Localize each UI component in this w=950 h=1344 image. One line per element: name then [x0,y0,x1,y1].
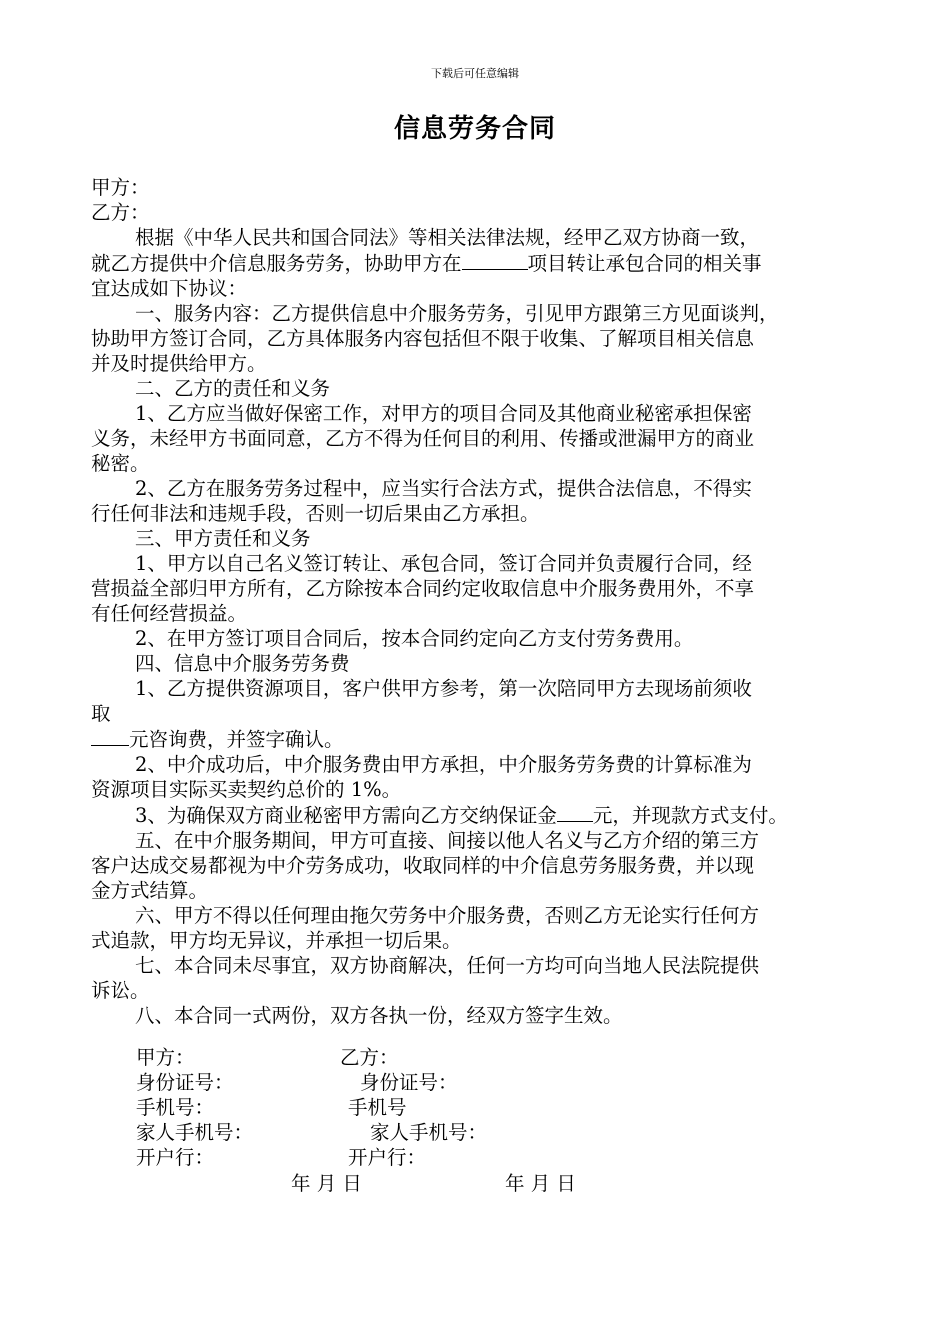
preamble-line: 就乙方提供中介信息服务劳务，协助甲方在 项目转让承包合同的相关事 [91,252,762,275]
sig-id-b: 身份证号： [360,1071,458,1094]
signature-block [136,1045,736,1170]
clause-service-content: 并及时提供给甲方。 [91,352,267,375]
clause-line: 营损益全部归甲方所有，乙方除按本合同约定收取信息中介服务费用外，不享 [91,577,755,600]
sig-family-phone-b: 家人手机号： [370,1121,488,1144]
clause-line: 1、乙方提供资源项目，客户供甲方参考，第一次陪同甲方去现场前须收 [135,677,752,700]
consult-fee-blank [91,726,129,746]
clause-line: 七、本合同未尽事宜，双方协商解决，任何一方均可向当地人民法院提供 [135,954,760,977]
section-heading: 四、信息中介服务劳务费 [135,652,350,675]
header-note: 下载后可任意编辑 [431,67,519,80]
preamble-line: 根据《中华人民共和国合同法》等相关法律法规，经甲乙双方协商一致， [135,226,760,249]
clause-line: 2、中介成功后，中介服务费由甲方承担，中介服务劳务费的计算标准为 [135,753,752,776]
sig-phone-a: 手机号： [136,1096,215,1119]
clause-line: 元咨询费，并签字确认。 [91,726,861,752]
clause-line: 3、为确保双方商业秘密甲方需向乙方交纳保证金 元，并现款方式支付。 [135,804,788,827]
clause-line: 行任何非法和违规手段，否则一切后果由乙方承担。 [91,502,540,525]
sig-bank-a: 开户行： [136,1146,215,1169]
sig-id-a: 身份证号： [136,1071,234,1094]
clause-line: 2、在甲方签订项目合同后，按本合同约定向乙方支付劳务费用。 [135,627,694,650]
preamble-line: 宜达成如下协议： [91,277,248,300]
clause-line: 1、甲方以自己名义签订转让、承包合同，签订合同并负责履行合同，经 [135,552,752,575]
date-a: 年 月 日 [291,1172,362,1195]
deposit-blank [557,802,593,822]
clause-line: 诉讼。 [91,979,150,1002]
contract-body [91,175,861,1028]
clause-line: 客户达成交易都视为中介劳务成功，收取同样的中介信息劳务服务费，并以现 [91,854,755,877]
party-a-label: 甲方： [91,176,150,199]
clause-line: 六、甲方不得以任何理由拖欠劳务中介服务费，否则乙方无论实行任何方 [135,904,760,927]
sig-phone-b: 手机号 [348,1096,407,1119]
clause-line: 1、乙方应当做好保密工作，对甲方的项目合同及其他商业秘密承担保密 [135,402,752,425]
project-name-blank [462,250,528,270]
party-b-label: 乙方： [91,201,150,224]
clause-line: 式追款，甲方均无异议，并承担一切后果。 [91,929,462,952]
clause-line: 资源项目实际买卖契约总价的 1%。 [91,778,402,801]
section-heading: 二、乙方的责任和义务 [135,377,331,400]
clause-line: 取 [91,702,111,725]
clause-line: 八、本合同一式两份，双方各执一份，经双方签字生效。 [135,1004,623,1027]
date-b: 年 月 日 [505,1172,576,1195]
sig-party-b: 乙方： [340,1046,399,1069]
sig-bank-b: 开户行： [348,1146,427,1169]
clause-line: 2、乙方在服务劳务过程中，应当实行合法方式，提供合法信息，不得实 [135,477,752,500]
clause-line: 秘密。 [91,452,150,475]
clause-service-content: 协助甲方签订合同，乙方具体服务内容包括但不限于收集、了解项目相关信息 [91,327,755,350]
clause-line: 有任何经营损益。 [91,602,248,625]
clause-line: 金方式结算。 [91,879,209,902]
clause-line: 义务，未经甲方书面同意，乙方不得为任何目的利用、传播或泄漏甲方的商业 [91,427,755,450]
clause-service-content: 一、服务内容：乙方提供信息中介服务劳务，引见甲方跟第三方见面谈判， [135,302,779,325]
document-title: 信息劳务合同 [393,114,556,144]
sig-party-a: 甲方： [136,1046,195,1069]
clause-line: 五、在中介服务期间，甲方可直接、间接以他人名义与乙方介绍的第三方 [135,829,760,852]
section-heading: 三、甲方责任和义务 [135,527,311,550]
sig-family-phone-a: 家人手机号： [136,1121,254,1144]
